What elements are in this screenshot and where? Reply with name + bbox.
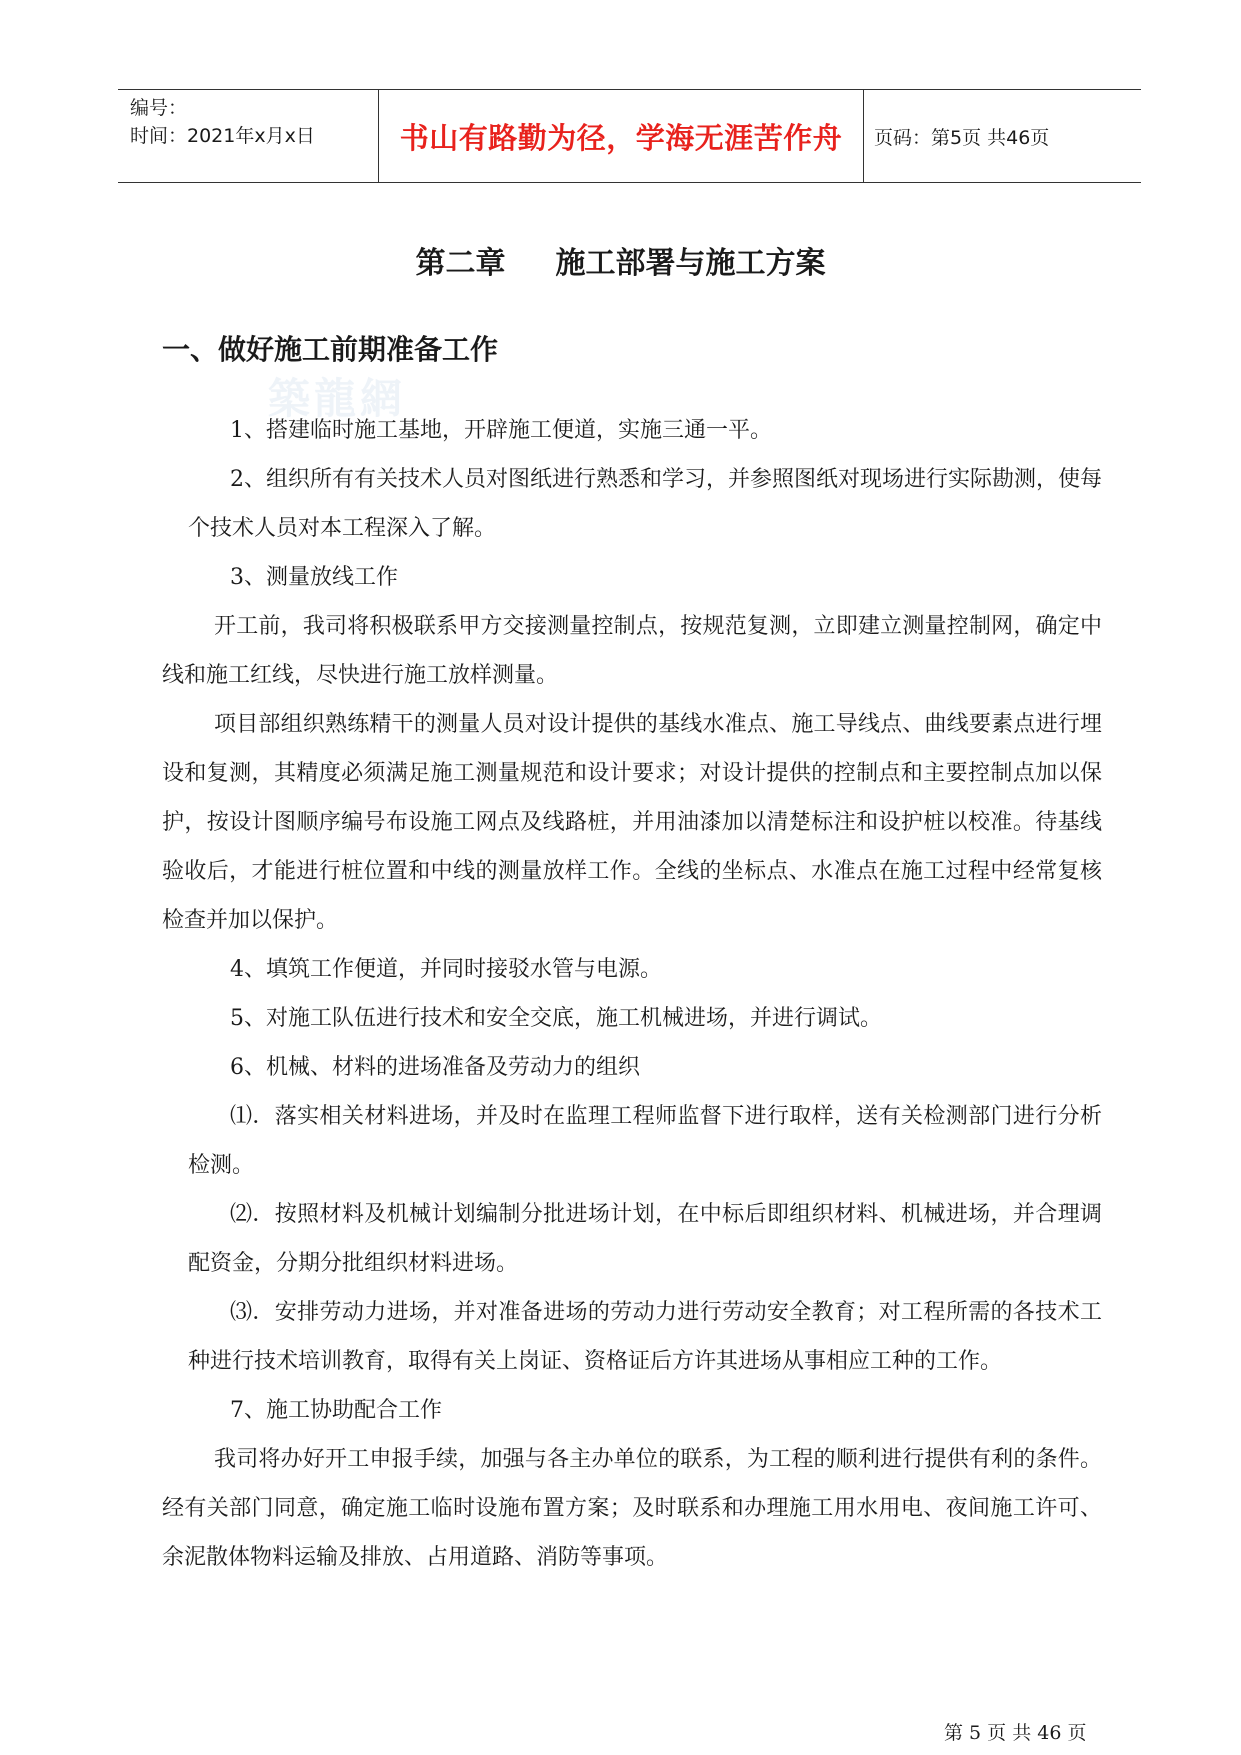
paragraph: ⑴．落实相关材料进场，并及时在监理工程师监督下进行取样，送有关检测部门进行分析检测。 <box>188 1104 1102 1178</box>
paragraph: 项目部组织熟练精干的测量人员对设计提供的基线水准点、施工导线点、曲线要素点进行埋设和复测，其精度必须满足施工测量规范和设计要求；对设计提供的控制点和主要控制点加以保护，按设计图顺序编号布设施工网点及线路桩，并用油漆加以清楚标注和设护桩以校准。待基线验收后，才能进行桩位置和中线的测量放样工作。全线的坐标点、水准点在施工过程中经常复核检查并加以保护。 <box>162 712 1102 933</box>
paragraph: 5、对施工队伍进行技术和安全交底，施工机械进场，并进行调试。 <box>230 1006 882 1031</box>
page-footer: 第 5 页 共 46 页 <box>944 1722 1087 1744</box>
document-body <box>162 406 1102 1582</box>
serial-number-label: 编号： <box>130 97 188 119</box>
date-label: 时间：2021年x月x日 <box>130 125 315 147</box>
header-motto: 书山有路勤为径，学海无涯苦作舟 <box>399 120 843 155</box>
chapter-title: 施工部署与施工方案 <box>555 246 826 281</box>
chapter-number: 第二章 <box>415 246 506 281</box>
watermark: 築龍網 <box>268 374 407 423</box>
chapter-heading <box>0 238 1241 282</box>
paragraph: 1、搭建临时施工基地，开辟施工便道，实施三通一平。 <box>230 418 772 443</box>
header-page-info: 页码：第5页 共46页 <box>874 126 1050 149</box>
header-meta <box>130 94 380 150</box>
paragraph: ⑵．按照材料及机械计划编制分批进场计划，在中标后即组织材料、机械进场，并合理调配资金，分期分批组织材料进场。 <box>188 1202 1102 1276</box>
paragraph: 3、测量放线工作 <box>230 565 398 590</box>
paragraph: 7、施工协助配合工作 <box>230 1398 442 1423</box>
paragraph: 我司将办好开工申报手续，加强与各主办单位的联系，为工程的顺利进行提供有利的条件。经有关部门同意，确定施工临时设施布置方案；及时联系和办理施工用水用电、夜间施工许可、余泥散体物料运输及排放、占用道路、消防等事项。 <box>162 1447 1102 1570</box>
paragraph: 开工前，我司将积极联系甲方交接测量控制点，按规范复测，立即建立测量控制网，确定中线和施工红线，尽快进行施工放样测量。 <box>162 614 1102 688</box>
header-divider <box>378 90 379 182</box>
section-title: 一、做好施工前期准备工作 <box>162 333 499 366</box>
header-divider <box>863 90 864 182</box>
page-header <box>118 89 1141 183</box>
paragraph: 6、机械、材料的进场准备及劳动力的组织 <box>230 1055 640 1080</box>
paragraph: 4、填筑工作便道，并同时接驳水管与电源。 <box>230 957 662 982</box>
paragraph: 2、组织所有有关技术人员对图纸进行熟悉和学习，并参照图纸对现场进行实际勘测，使每个技术人员对本工程深入了解。 <box>188 467 1103 541</box>
paragraph: ⑶．安排劳动力进场，并对准备进场的劳动力进行劳动安全教育；对工程所需的各技术工种进行技术培训教育，取得有关上岗证、资格证后方许其进场从事相应工种的工作。 <box>188 1300 1102 1374</box>
